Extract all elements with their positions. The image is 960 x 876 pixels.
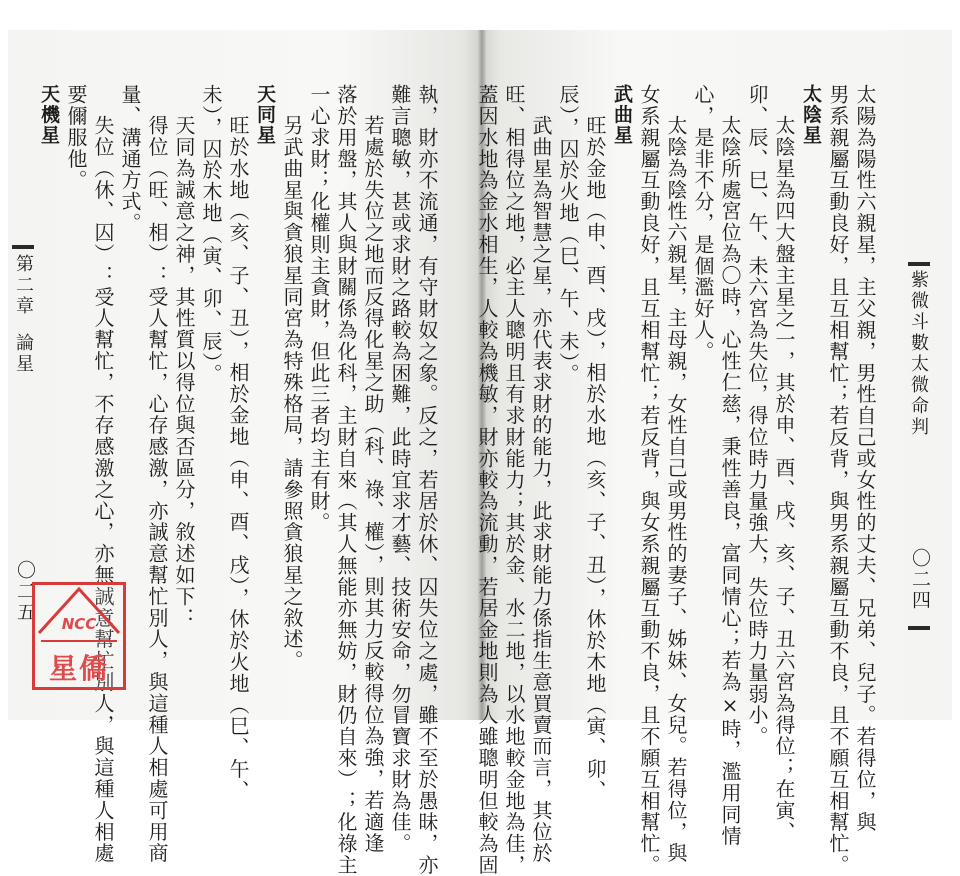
right-page-number: 〇二四: [909, 548, 931, 611]
text-column: 落於用盤，其人與財關係為化科，主財自來（其人無能亦無妨，財仍自來）；化祿主: [334, 84, 358, 876]
text-column: 旺、相得位之地，必主人聰明且有求財能力；其於金、水二地，以水地較金地為佳，: [502, 84, 526, 876]
text-column: 失位（休、囚）：受人幫忙，不存感激之心，亦無誠意幫忙別人，與這種人相處: [91, 115, 115, 864]
text-column: 旺於水地（亥、子、丑），相於金地（申、酉、戌），休於火地（巳、午、: [226, 115, 250, 802]
text-column: 天同為誠意之神，其性質以得位與否區分，敘述如下：: [172, 115, 196, 629]
text-column: 太陰星為四大盤主星之一，其於申、酉、戌、亥、子、丑六宮為得位；在寅、: [772, 115, 796, 843]
running-head-rule: [12, 245, 34, 249]
stamp-name: 星僑: [48, 652, 109, 685]
text-column: 男系親屬互動良好，且互相幫忙；若反背，與男系親屬互動不良，且不願互相幫忙。: [826, 84, 850, 876]
text-column: 武曲星為智慧之星，亦代表求財的能力，此求財能力係指生意買賣而言，其位於: [529, 115, 553, 864]
running-head-rule: [908, 262, 930, 266]
running-head-book-title: 紫微斗數太微命判: [908, 270, 929, 438]
text-column: 卯、辰、巳、午、未六宮為失位，得位時力量強大，失位時力量弱小。: [745, 84, 769, 748]
text-column: 量、溝通方式。: [118, 84, 142, 234]
section-heading: 太陰星: [800, 84, 822, 146]
text-column: 一心求財；化權則主貪財，但此三者均主有財。: [307, 84, 331, 534]
text-column: 執，財亦不流通，有守財奴之象。反之，若居於休、囚失位之處，雖不至於愚昧，亦: [415, 84, 439, 876]
section-heading: 天同星: [254, 84, 276, 146]
running-head-chapter: 第二章: [13, 254, 34, 317]
text-column: 得位（旺、相）：受人幫忙，心存感激，亦誠意幫忙別人，與這種人相處可用商: [145, 115, 169, 864]
stamp-logo-text: NCC: [61, 615, 97, 633]
text-column: 未），囚於木地（寅、卯、辰）。: [199, 84, 223, 385]
text-column: 另武曲星與貪狼星同宮為特殊格局，請參照貪狼星之敘述。: [280, 115, 304, 672]
text-column: 若處於失位之地而反得化星之助（科、祿、權），則其力反較得位為強，若適逢: [361, 115, 385, 854]
text-column: 難言聰敏，甚或求財之路較為困難，此時宜求才藝、技術安命，勿冒寶求財為佳。: [388, 84, 412, 855]
page-number-rule: [908, 626, 930, 630]
running-head-title: 論星: [13, 333, 34, 375]
text-column: 蓋因水地為金水相生，人較為機敏，財亦較為流動，若居金地則為人雖聰明但較為固: [475, 84, 499, 876]
ncc-watermark-stamp: [32, 582, 126, 690]
left-page-number: 〇二五: [14, 560, 36, 623]
section-heading: 武曲星: [611, 84, 633, 146]
text-column: 太陽為陽性六親星，主父親，男性自己或女性的丈夫、兄弟、兒子。若得位，與: [853, 84, 877, 833]
text-column: 心，是非不分，是個濫好人。: [691, 84, 715, 363]
section-heading: 天機星: [38, 84, 60, 146]
text-column: 要儞服他。: [64, 84, 88, 191]
text-column: 女系親屬互動良好，且互相幫忙；若反背，與女系親屬互動不良，且不願互相幫忙。: [637, 84, 661, 876]
text-column: 太陰為陰性六親星，主母親，女性自己或男性的妻子、姊妹、女兒。若得位，與: [664, 115, 688, 864]
text-column: 辰），囚於火地（巳、午、未）。: [556, 84, 580, 385]
text-column: 太陰所處宮位為〇時，心性仁慈，秉性善良，富同情心；若為×時，濫用同情: [718, 115, 742, 847]
text-column: 旺於金地（申、酉、戌），相於水地（亥、子、丑），休於木地（寅、卯、: [583, 115, 607, 802]
